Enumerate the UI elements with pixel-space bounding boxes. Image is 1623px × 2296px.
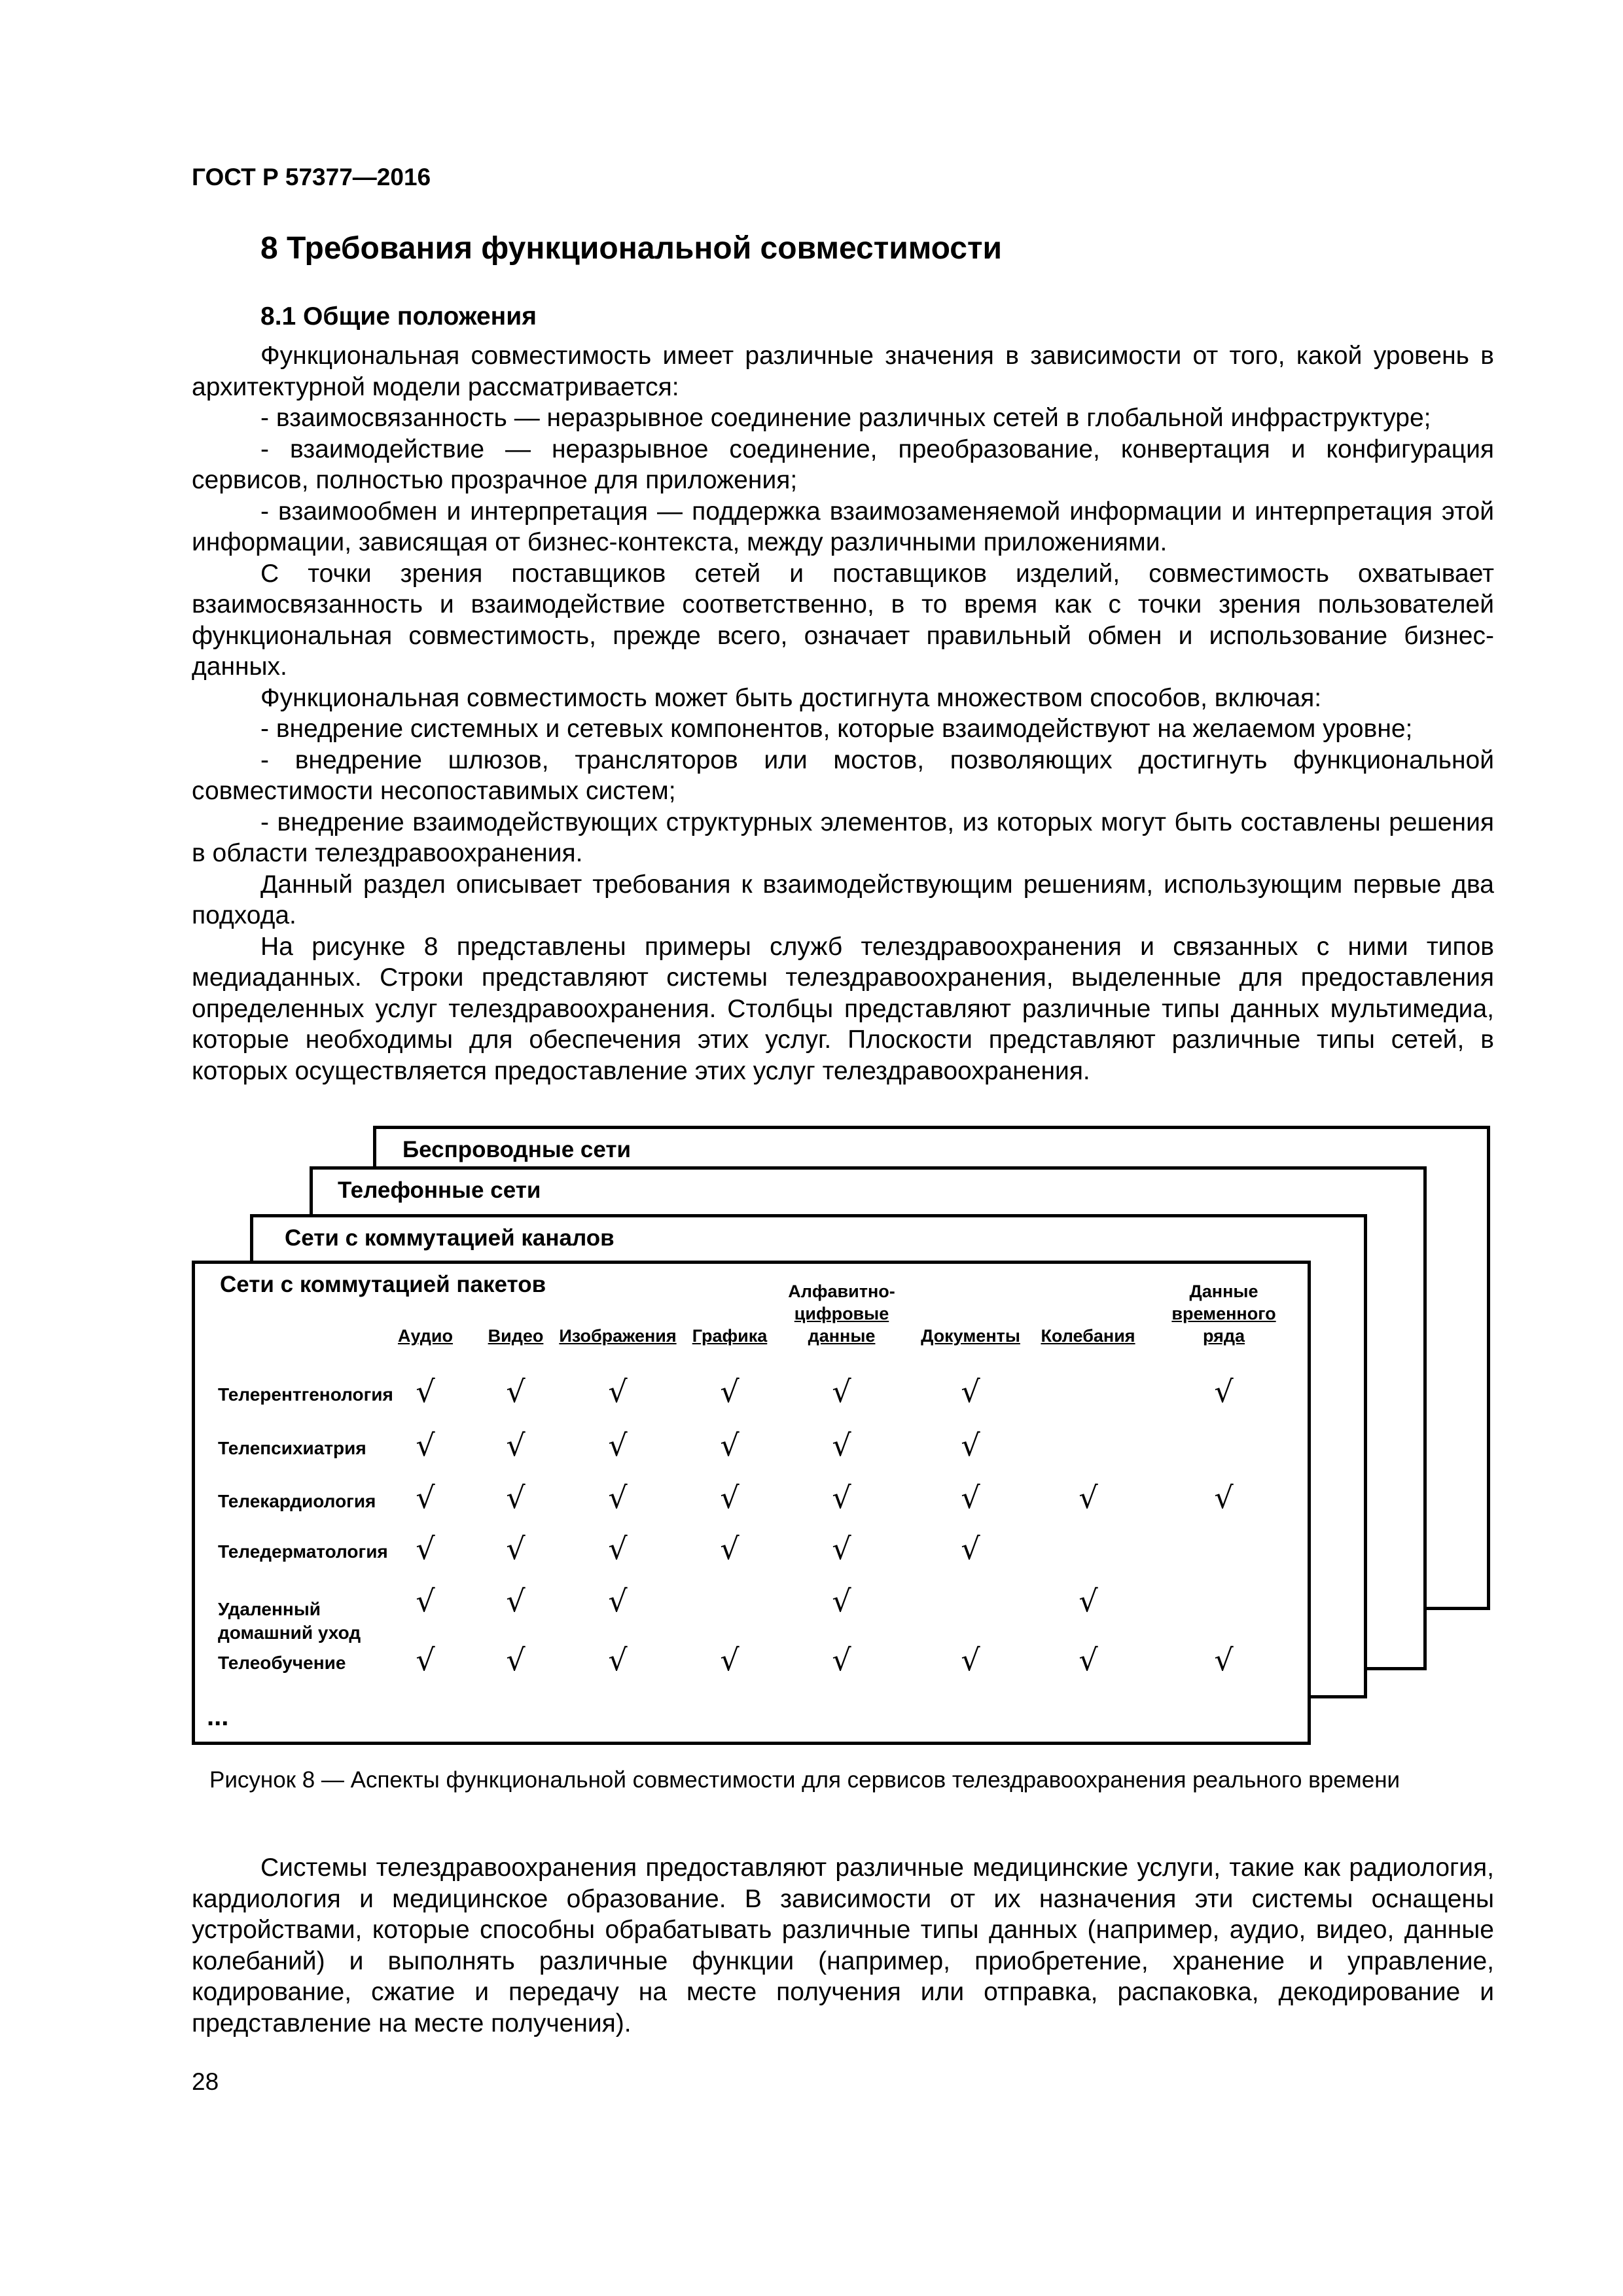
check-mark: √	[832, 1427, 851, 1463]
column-header-waveforms	[1034, 1325, 1142, 1347]
check-mark: √	[961, 1427, 980, 1463]
check-mark: √	[720, 1642, 740, 1677]
column-header-documents	[915, 1325, 1026, 1347]
row-label-telepsychiatry: Телепсихиатрия	[218, 1438, 366, 1458]
check-mark: √	[416, 1427, 435, 1463]
row-label-line: Удаленный	[218, 1599, 321, 1619]
paragraph: Данный раздел описывает требования к взаимодействующим решениям, использующим первые два подхода.	[192, 870, 1494, 929]
check-mark: √	[608, 1531, 628, 1566]
row-label-home-care	[218, 1598, 361, 1645]
subsection-heading: 8.1 Общие положения	[260, 302, 537, 331]
row-label-teleradiology: Телерентгенология	[218, 1384, 393, 1405]
body-text-continued	[192, 1852, 1494, 2039]
check-mark: √	[720, 1531, 740, 1566]
row-label-telecardiology: Телекардиология	[218, 1491, 376, 1511]
list-item: - внедрение шлюзов, трансляторов или мостов, позволяющих достигнуть функциональной совместимости несопоставимых систем;	[192, 745, 1494, 805]
panel-label-wireless: Беспроводные сети	[402, 1137, 632, 1162]
list-item: - внедрение взаимодействующих структурных элементов, из которых могут быть составлены решения в области телездравоохранения.	[192, 808, 1494, 867]
paragraph: Функциональная совместимость имеет различные значения в зависимости от того, какой уровень в архитектурной модели рассматривается:	[192, 342, 1494, 401]
check-mark: √	[720, 1374, 740, 1409]
check-mark: √	[416, 1642, 435, 1677]
check-mark: √	[961, 1374, 980, 1409]
list-item: - взаимодействие — неразрывное соединение, преобразование, конвертация и конфигурация сервисов, полностью прозрачное для приложения;	[192, 435, 1494, 494]
column-header-images	[552, 1325, 683, 1347]
figure-caption: Рисунок 8 — Аспекты функциональной совместимости для сервисов телездравоохранения реального времени	[209, 1767, 1400, 1793]
document-code-header: ГОСТ Р 57377—2016	[192, 164, 431, 190]
list-item: - взаимообмен и интерпретация — поддержка взаимозаменяемой информации и интерпретация этой информации, зависящая от бизнес-контекста, между различными приложениями.	[192, 497, 1494, 556]
row-label-line: домашний уход	[218, 1623, 361, 1643]
panel-label-packet: Сети с коммутацией пакетов	[220, 1272, 546, 1297]
check-mark: √	[832, 1642, 851, 1677]
check-mark: √	[608, 1374, 628, 1409]
panel-label-circuit: Сети с коммутацией каналов	[285, 1225, 615, 1251]
paragraph: С точки зрения поставщиков сетей и поставщиков изделий, совместимость охватывает взаимосвязанность и взаимодействие соответственно, в то время как с точки зрения пользователей функциональная совместимость, прежде всего, означает правильный обмен и использование бизнес-данных.	[192, 559, 1494, 681]
column-header-text: Видео	[488, 1326, 544, 1346]
check-mark: √	[608, 1583, 628, 1619]
check-mark: √	[506, 1427, 526, 1463]
check-mark: √	[1079, 1480, 1098, 1515]
column-header-audio	[393, 1325, 458, 1347]
column-header-alphanumeric	[776, 1280, 907, 1347]
column-header-time-series	[1158, 1280, 1289, 1347]
row-label-teledermatology: Теледерматология	[218, 1541, 388, 1562]
check-mark: √	[961, 1531, 980, 1566]
column-header-text: Аудио	[397, 1326, 454, 1346]
check-mark: √	[1079, 1583, 1098, 1619]
check-mark: √	[961, 1642, 980, 1677]
check-mark: √	[832, 1531, 851, 1566]
column-header-text: временного	[1171, 1304, 1276, 1323]
page-number: 28	[192, 2068, 219, 2095]
check-mark: √	[416, 1583, 435, 1619]
check-mark: √	[506, 1531, 526, 1566]
check-mark: √	[506, 1480, 526, 1515]
paragraph: На рисунке 8 представлены примеры служб телездравоохранения и связанных с ними типов медиаданных. Строки представляют системы телездравоохранения, выделенные для предоставления определенных услуг телездравоохранения. Столбцы представляют различные типы данных мультимедиа, которые необходимы для обеспечения этих услуг. Плоскости представляют различные типы сетей, в которых осуществляется предоставление этих услуг телездравоохранения.	[192, 932, 1494, 1085]
body-text	[192, 340, 1494, 1086]
section-heading: 8 Требования функциональной совместимости	[260, 231, 1002, 266]
more-rows-ellipsis: ...	[207, 1702, 229, 1731]
check-mark: √	[720, 1427, 740, 1463]
check-mark: √	[506, 1642, 526, 1677]
column-header-text: цифровые	[794, 1304, 889, 1323]
check-mark: √	[1079, 1642, 1098, 1677]
check-mark: √	[720, 1480, 740, 1515]
column-header-graphics	[687, 1325, 772, 1347]
column-header-text: данные	[808, 1326, 876, 1346]
column-header-text: Изображения	[559, 1326, 677, 1346]
check-mark: √	[832, 1480, 851, 1515]
column-header-text: ряда	[1202, 1326, 1245, 1346]
check-mark: √	[1214, 1480, 1234, 1515]
check-mark: √	[961, 1480, 980, 1515]
column-header-text: Документы	[921, 1326, 1020, 1346]
check-mark: √	[506, 1374, 526, 1409]
column-header-text: Алфавитно-	[788, 1282, 895, 1301]
column-header-text: Колебания	[1041, 1326, 1135, 1346]
check-mark: √	[608, 1427, 628, 1463]
column-header-text: Графика	[692, 1326, 768, 1346]
paragraph: Системы телездравоохранения предоставляют различные медицинские услуги, такие как радиология, кардиология и медицинское образование. В зависимости от их назначения эти системы оснащены устройствами, которые способны обрабатывать различные типы данных (например, аудио, видео, данные колебаний) и выполнять различные функции (например, приобретение, хранение и управление, кодирование, сжатие и передачу на месте получения или отправка, распаковка, декодирование и представление на месте получения).	[192, 1854, 1494, 2037]
check-mark: √	[1214, 1374, 1234, 1409]
check-mark: √	[416, 1480, 435, 1515]
paragraph: Функциональная совместимость может быть достигнута множеством способов, включая:	[260, 683, 1322, 712]
check-mark: √	[416, 1374, 435, 1409]
column-header-text: Данные	[1189, 1282, 1258, 1301]
panel-label-telephone: Телефонные сети	[338, 1177, 541, 1203]
check-mark: √	[416, 1531, 435, 1566]
check-mark: √	[1214, 1642, 1234, 1677]
check-mark: √	[608, 1480, 628, 1515]
check-mark: √	[832, 1583, 851, 1619]
check-mark: √	[832, 1374, 851, 1409]
list-item: - взаимосвязанность — неразрывное соединение различных сетей в глобальной инфраструктуре;	[260, 404, 1431, 432]
check-mark: √	[608, 1642, 628, 1677]
check-mark: √	[506, 1583, 526, 1619]
packet-switched-panel	[192, 1261, 1311, 1745]
list-item: - внедрение системных и сетевых компонентов, которые взаимодействуют на желаемом уровне;	[260, 715, 1413, 743]
row-label-tele-education: Телеобучение	[218, 1653, 346, 1673]
column-header-video	[483, 1325, 548, 1347]
